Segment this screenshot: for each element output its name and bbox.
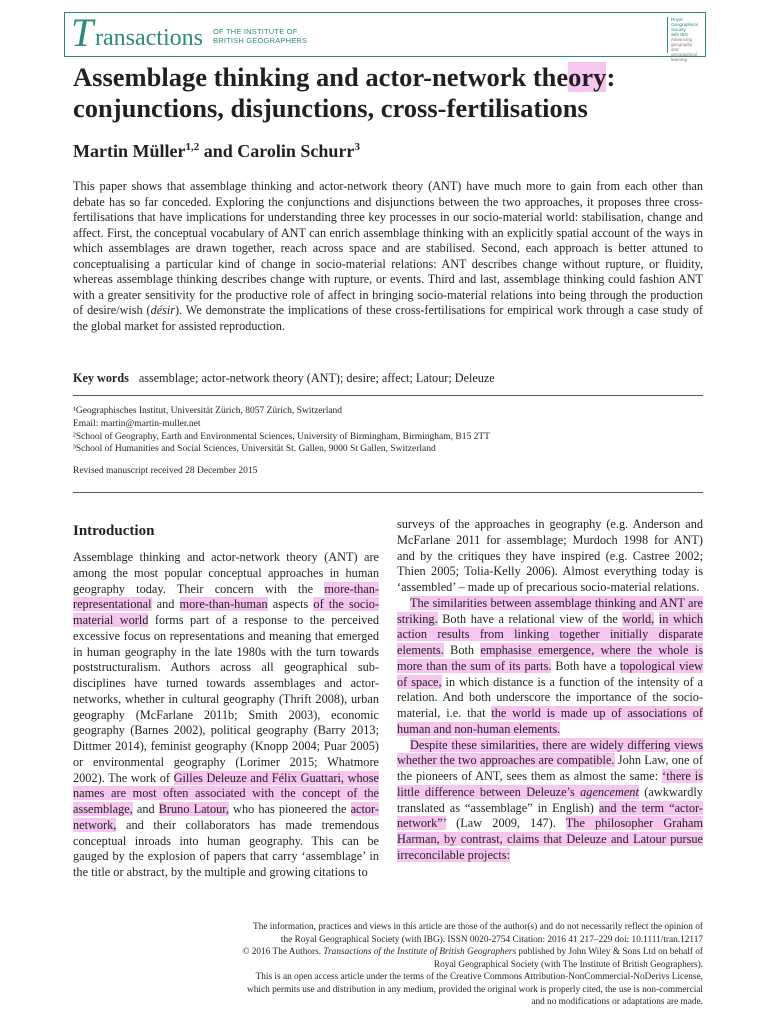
keywords [73, 371, 703, 386]
body-column-right [397, 517, 703, 864]
divider [73, 395, 703, 396]
journal-logo-name: ransactions [95, 25, 203, 51]
journal-logo-initial: T [71, 10, 94, 55]
paragraph: Despite these similarities, there are widely differing views whether the two approaches are compatible. John Law, one of the pioneers of ANT, sees them as almost the same: ‘there is little difference between Deleuze’s agencement (awkwardly translated as “assemblage” in English) and the term “actor-network”’ (Law 2009, 147). The philosopher Graham Harman, by contrast, claims that Deleuze and Latour pursue irreconcilable projects: [397, 737, 704, 862]
affiliation-line: ³School of Humanities and Social Sciences, Universität St. Gallen, 9000 St Gallen, Switzerland [73, 444, 436, 455]
paragraph: surveys of the approaches in geography (e.g. Anderson and McFarlane 2011 for assemblage; Murdoch 1998 for ANT) and by the critiques they have inspired (e.g. Castree 2002; Thien 2005; Tolia-Kelly 2006). Almost everything today is ‘assembled’ – made up of precarious socio-material relations. [397, 517, 703, 594]
paragraph: The similarities between assemblage thinking and ANT are striking. Both have a relational view of the world, in which action results from linking together initially disparate elements. Both emphasise emergence, where the whole is more than the sum of its parts. Both have a topological view of space, in which distance is a function of the intensity of a relation. And both underscore the importance of the socio-material, i.e. that the world is made up of associations of human and non-human elements. [397, 595, 704, 736]
body-column-left [73, 517, 379, 881]
affiliation-line: ¹Geographisches Institut, Universität Zürich, 8057 Zürich, Switzerland [73, 406, 343, 416]
journal-header [64, 10, 706, 62]
journal-subtitle: OF THE INSTITUTE OF BRITISH GEOGRAPHERS [213, 27, 308, 45]
section-heading: Introduction [73, 523, 155, 539]
author-name: Martin Müller [73, 141, 186, 161]
affiliation-line: ²School of Geography, Earth and Environmental Sciences, University of Birmingham, Birmingham, B15 2TT [73, 431, 490, 442]
revised-date: Revised manuscript received 28 December 2015 [73, 466, 258, 476]
society-logo: Royal Geographical Society with IBG Advancing geography and geographical learning [667, 17, 705, 53]
author-email[interactable]: Email: martin@martin-muller.net [73, 418, 201, 429]
keywords-text: assemblage; actor-network theory (ANT); desire; affect; Latour; Deleuze [138, 371, 495, 385]
keywords-label: Key words [73, 371, 129, 385]
article-authors: Martin Müller$^{1,2}$ and Carolin Schurr$^3$ [73, 141, 360, 161]
author-name: Carolin Schurr [237, 141, 355, 161]
abstract: This paper shows that assemblage thinking and actor-network theory (ANT) have much more to gain from each other than debate has so far conceded. Exploring the conjunctions and disjunctions between the two approaches, it proposes three cross-fertilisations that have implications for understanding three key processes in our socio-material world: stabilisation, change and affect. First, the conceptual vocabulary of ANT can enrich assemblage thinking with an explicitly spatial account of the ways in which assemblages are drawn together, reach across space and are stabilised. Second, each approach is better attuned to conceptualising a particular kind of change in socio-material relations: ANT describes change without rupture, or fluidity, whereas assemblage thinking describes change with rupture, or events. Third and last, assemblage thinking could fashion ANT with a greater sensitivity for the productive role of affect in bringing socio-material relations into being through the production of desire/wish (désir). We demonstrate the implications of these cross-fertilisations for empirical work through a case study of the global market for assisted reproduction. [73, 179, 703, 333]
affiliations [73, 405, 703, 456]
paragraph: Assemblage thinking and actor-network theory (ANT) are among the most popular conceptual approaches in human geography today. Their concern with the more-than-representational and more-than-human aspects of the socio-material world forms part of a response to the perceived excessive focus on representations and meaning that emerged in human geography in the late 1980s with the turn towards poststructuralism. Authors across all geographical sub-disciplines have turned towards assemblages and actor-networks, whether in cultural geography (Thrift 2008), urban geography (McFarlane 2011b; Smith 2003), economic geography (Barnes 2002), political geography (Barry 2013; Dittmer 2014), feminist geography (Knopp 2004; Puar 2005) or environmental geography (Lorimer 2015; Whatmore 2002). The work of Gilles Deleuze and Félix Guattari, whose names are most often associated with the concept of the assemblage, and Bruno Latour, who has pioneered the actor-network, and their collaborators has made tremendous conceptual inroads into human geography. This can be gauged by the explosion of papers that carry ‘assemblage’ in the title or abstract, by the multiple and growing citations to [73, 550, 379, 879]
divider [73, 492, 703, 493]
copyright-footer: The information, practices and views in this article are those of the author(s) and do not necessarily reflect the opinion of the Royal Geographical Society (with IBG). ISSN 0020-2754 Citation: 2016 41 217–229 doi: 10.1111/tran.12117 © 2016 The Authors. Transactions of the Institute of British Geographers published by John Wiley & Sons Ltd on behalf of Royal Geographical Society (with The Institute of British Geographers). This is an open access article under the terms of the Creative Commons Attribution-NonCommercial-NoDerivs License, which permits use and distribution in any medium, provided the original work is properly cited, the use is non-commercial and no modifications or adaptations are made. [242, 922, 703, 1007]
article-title: Assemblage thinking and actor-network theory: conjunctions, disjunctions, cross-fertilisations [73, 62, 616, 123]
